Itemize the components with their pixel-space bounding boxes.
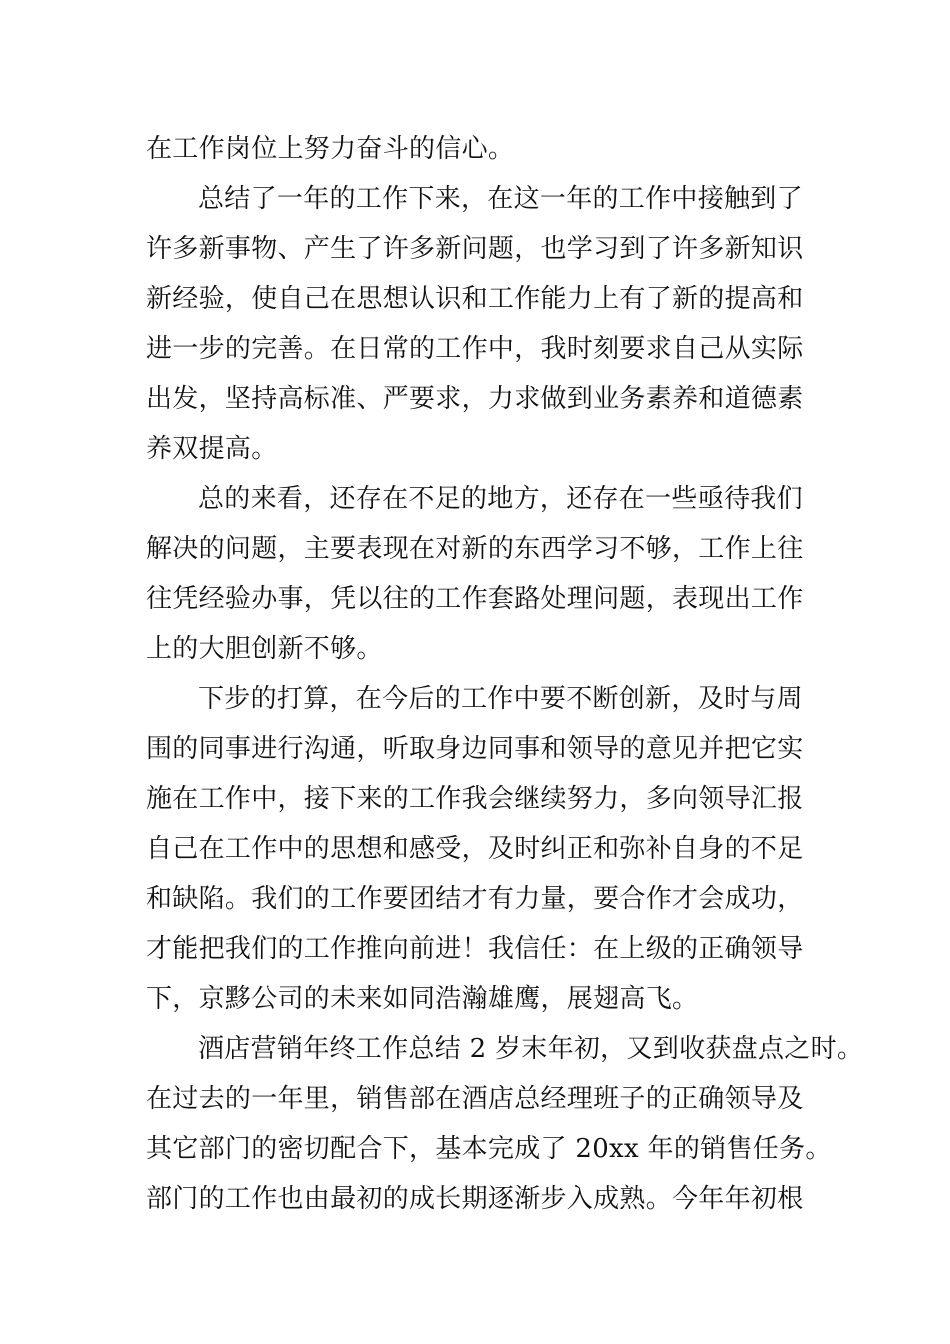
text-line: 在过去的一年里，销售部在酒店总经理班子的正确领导及 [146, 1084, 804, 1114]
text-line: 酒店营销年终工作总结 2 岁末年初，又到收获盘点之时。 [198, 1034, 864, 1064]
text-line: 新经验，使自己在思想认识和工作能力上有了新的提高和 [146, 284, 804, 314]
text-line: 下步的打算，在今后的工作中要不断创新，及时与周 [198, 684, 803, 714]
text-line: 和缺陷。我们的工作要团结才有力量，要合作才会成功， [146, 884, 804, 914]
text-line: 下，京黟公司的未来如同浩瀚雄鹰，展翅高飞。 [146, 984, 699, 1014]
text-line: 出发，坚持高标准、严要求，力求做到业务素养和道德素 [146, 384, 804, 414]
text-line: 自己在工作中的思想和感受，及时纠正和弥补自身的不足 [146, 834, 804, 864]
text-line: 其它部门的密切配合下，基本完成了 20xx 年的销售任务。 [146, 1134, 832, 1164]
text-line: 总的来看，还存在不足的地方，还存在一些亟待我们 [198, 484, 803, 514]
text-line: 围的同事进行沟通，听取身边同事和领导的意见并把它实 [146, 734, 804, 764]
text-line: 部门的工作也由最初的成长期逐渐步入成熟。今年年初根 [146, 1184, 804, 1214]
text-line: 总结了一年的工作下来，在这一年的工作中接触到了 [198, 184, 803, 214]
text-line: 施在工作中，接下来的工作我会继续努力，多向领导汇报 [146, 784, 804, 814]
text-line: 才能把我们的工作推向前进！我信任：在上级的正确领导 [146, 934, 804, 964]
text-line: 养双提高。 [146, 434, 278, 464]
text-line: 解决的问题，主要表现在对新的东西学习不够，工作上往 [146, 534, 804, 564]
text-line: 上的大胆创新不够。 [146, 634, 383, 664]
text-line: 在工作岗位上努力奋斗的信心。 [146, 134, 515, 164]
text-line: 往凭经验办事，凭以往的工作套路处理问题，表现出工作 [146, 584, 804, 614]
text-line: 许多新事物、产生了许多新问题，也学习到了许多新知识 [146, 234, 804, 264]
document-body [146, 124, 864, 1224]
text-line: 进一步的完善。在日常的工作中，我时刻要求自己从实际 [146, 334, 804, 364]
